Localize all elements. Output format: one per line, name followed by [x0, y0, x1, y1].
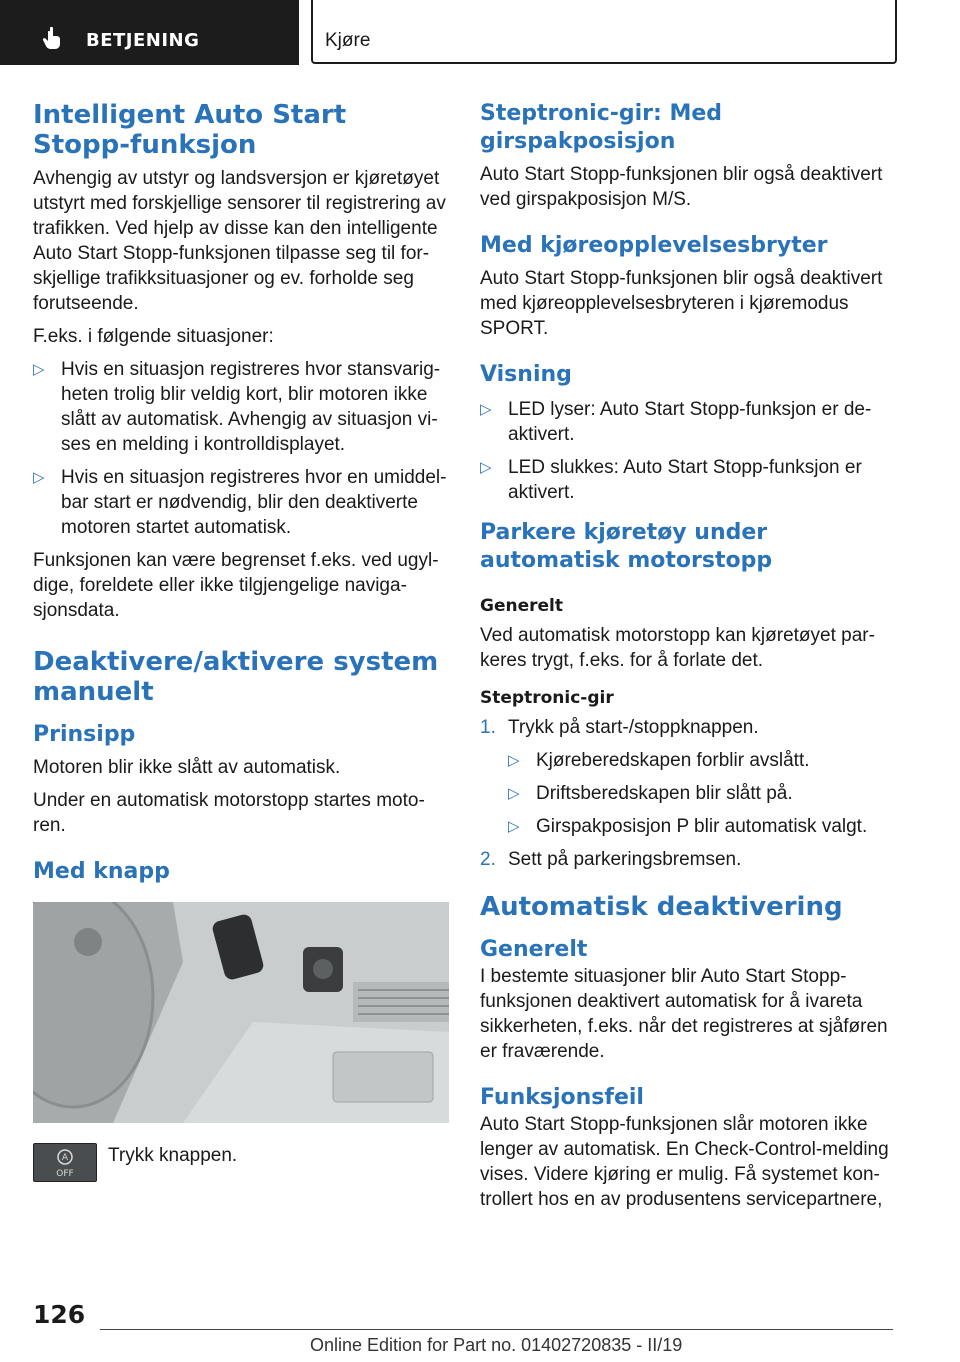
hand-pointer-icon — [42, 26, 64, 50]
chapter-label: BETJENING — [86, 30, 200, 51]
heading-with-button: Med knapp — [33, 859, 170, 884]
paragraph-principle-2: Under en automatisk motorstopp startes moto-ren. — [33, 790, 425, 836]
triangle-bullet-icon: ▷ — [508, 818, 520, 835]
paragraph-malfunction: Auto Start Stopp-funksjonen slår motoren ikke lenger av automatisk. En Check-Control-melding vises. Videre kjøring er mulig. Få systemet kon-trollert hos en av produsentens servicepartnere, — [480, 1114, 889, 1210]
triangle-bullet-icon: ▷ — [508, 752, 520, 769]
step-number: 1. — [480, 717, 496, 738]
svg-text:A: A — [61, 1153, 69, 1163]
paragraph-general-2: I bestemte situasjoner blir Auto Start Stopp-funksjonen deaktivert automatisk for å ivareta sikkerheten, f.eks. når det registreres at sjåføren er fraværende. — [480, 966, 888, 1062]
heading-steptronic-gear: Steptronic-gir — [480, 688, 614, 708]
heading-principle: Prinsipp — [33, 722, 136, 747]
step-number: 2. — [480, 849, 496, 870]
dashboard-photo — [33, 902, 449, 1123]
list-item: ▷ Driftsberedskapen blir slått på. — [508, 783, 793, 804]
list-item: ▷ Kjøreberedskapen forblir avslått. — [508, 750, 810, 771]
heading-malfunction: Funksjonsfeil — [480, 1085, 644, 1110]
paragraph-steptronic: Auto Start Stopp-funksjonen blir også deaktivert ved girspakposisjon M/S. — [480, 164, 883, 210]
heading-general-2: Generelt — [480, 937, 588, 962]
paragraph-limitation: Funksjonen kan være begrenset f.eks. ved ugyl-dige, foreldete eller ikke tilgjengelige naviga-sjonsdata. — [33, 550, 439, 621]
step-text: Trykk på start-/stoppknappen. — [508, 717, 759, 738]
heading-deactivate-manually: Deaktivere/aktivere system manuelt — [33, 647, 439, 707]
triangle-bullet-icon: ▷ — [480, 401, 492, 418]
triangle-bullet-icon: ▷ — [33, 469, 45, 486]
paragraph-driving-experience: Auto Start Stopp-funksjonen blir også deaktivert med kjøreopplevelsesbryteren i kjøremodus SPORT. — [480, 268, 883, 339]
example-bullet-list — [33, 357, 450, 540]
heading-display: Visning — [480, 362, 572, 387]
paragraph-general-1: Ved automatisk motorstopp kan kjøretøyet par-keres trygt, f.eks. for å forlate det. — [480, 625, 875, 671]
dashboard-illustration — [33, 902, 449, 1123]
triangle-bullet-icon: ▷ — [508, 785, 520, 802]
heading-general-1: Generelt — [480, 596, 563, 616]
list-item: ▷ Hvis en situasjon registreres hvor stansvarig-heten trolig blir veldig kort, blir motoren ikke slått av automatisk. Avhengig av situasjon vi-ses en melding i kontrolldisplayet. — [33, 359, 441, 455]
heading-intelligent-auto-start-stop: Intelligent Auto Start Stopp-funksjon — [33, 100, 347, 160]
paragraph-example-intro: F.eks. i følgende situasjoner: — [33, 326, 274, 347]
section-header — [311, 0, 897, 64]
list-item: ▷ LED slukkes: Auto Start Stopp-funksjon er aktivert. — [480, 457, 862, 503]
section-label: Kjøre — [325, 30, 371, 51]
parking-steps — [480, 715, 898, 872]
left-column — [33, 100, 450, 1183]
page-number: 126 — [33, 1300, 86, 1329]
step-sub-list — [508, 748, 898, 839]
triangle-bullet-icon: ▷ — [480, 459, 492, 476]
chapter-tab — [0, 0, 299, 65]
step-item — [480, 847, 898, 872]
caption-text: Trykk knappen. — [108, 1145, 238, 1166]
heading-automatic-deactivation: Automatisk deaktivering — [480, 892, 843, 922]
edition-note: Online Edition for Part no. 01402720835 - II/19 — [310, 1335, 683, 1355]
heading-park-vehicle: Parkere kjøretøy under automatisk motorstopp — [480, 520, 773, 573]
step-item — [480, 715, 898, 839]
list-item: ▷ LED lyser: Auto Start Stopp-funksjon er de-aktivert. — [480, 399, 872, 445]
display-bullet-list — [480, 397, 898, 505]
list-item: ▷ Hvis en situasjon registreres hvor en umiddel-bar start er nødvendig, blir den deaktiverte motoren startet automatisk. — [33, 467, 447, 538]
right-column — [480, 100, 898, 1212]
list-item: ▷ Girspakposisjon P blir automatisk valgt. — [508, 816, 868, 837]
triangle-bullet-icon: ▷ — [33, 361, 45, 378]
paragraph-principle-1: Motoren blir ikke slått av automatisk. — [33, 757, 341, 778]
heading-driving-experience-switch: Med kjøreopplevelsesbryter — [480, 233, 828, 258]
button-caption — [33, 1143, 450, 1183]
footer-divider — [100, 1329, 893, 1330]
heading-steptronic-selector: Steptronic-gir: Med girspakposisjon — [480, 101, 723, 154]
auto-start-stop-off-icon — [33, 1143, 97, 1182]
paragraph-intelligent: Avhengig av utstyr og landsversjon er kjøretøyet utstyrt med forskjellige sensorer til registrering av trafikken. Ved hjelp av disse kan den intelligente Auto Start Stopp-funksjonen tilpasse seg til for-skjellige trafikksituasjoner og ev. forholde seg forutseende. — [33, 168, 446, 314]
step-text: Sett på parkeringsbremsen. — [508, 849, 742, 870]
svg-text:OFF: OFF — [56, 1169, 74, 1179]
